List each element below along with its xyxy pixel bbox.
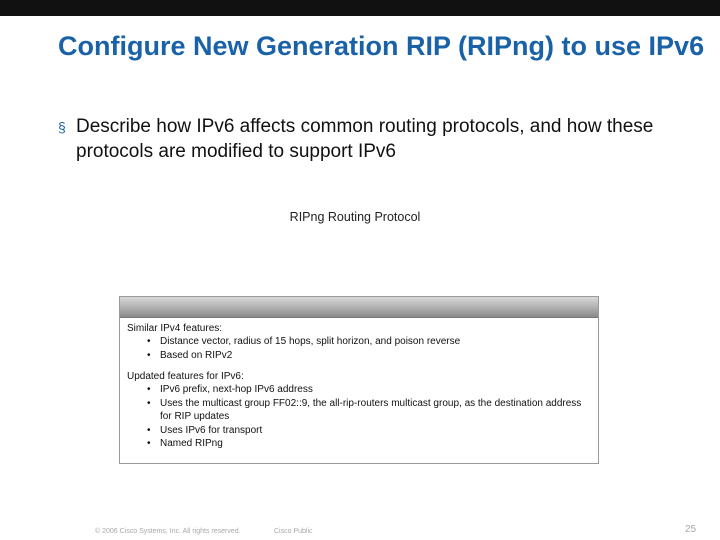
similar-features-label: Similar IPv4 features: <box>127 323 223 334</box>
table-header-bar <box>120 297 598 318</box>
updated-feature-item: • Uses the multicast group FF02::9, the all-rip-routers multicast group, as the destination address for RIP updates <box>127 397 591 424</box>
page-number: 25 <box>685 524 697 535</box>
similar-feature-item: • Based on RIPv2 <box>127 349 591 363</box>
footer-copyright: © 2006 Cisco Systems, Inc. All rights reserved. <box>95 528 241 535</box>
updated-features-label: Updated features for IPv6: <box>127 371 244 382</box>
updated-feature-item: • Named RIPng <box>127 437 591 451</box>
bullet-text: Describe how IPv6 affects common routing protocols, and how these protocols are modified to support IPv6 <box>76 116 654 162</box>
similar-features-list <box>127 335 591 362</box>
updated-features-list <box>127 383 591 451</box>
footer-classification: Cisco Public <box>274 528 313 535</box>
top-bar <box>0 0 720 16</box>
figure-title: RIPng Routing Protocol <box>289 210 421 224</box>
table-body <box>120 318 598 451</box>
bullet-icon: § <box>58 119 66 135</box>
features-table <box>119 296 599 464</box>
slide-title: Configure New Generation RIP (RIPng) to use IPv6 <box>58 31 705 61</box>
bullet-point <box>58 114 698 164</box>
similar-feature-item: • Distance vector, radius of 15 hops, split horizon, and poison reverse <box>127 335 591 349</box>
updated-feature-item: • IPv6 prefix, next-hop IPv6 address <box>127 383 591 397</box>
updated-feature-item: • Uses IPv6 for transport <box>127 424 591 438</box>
